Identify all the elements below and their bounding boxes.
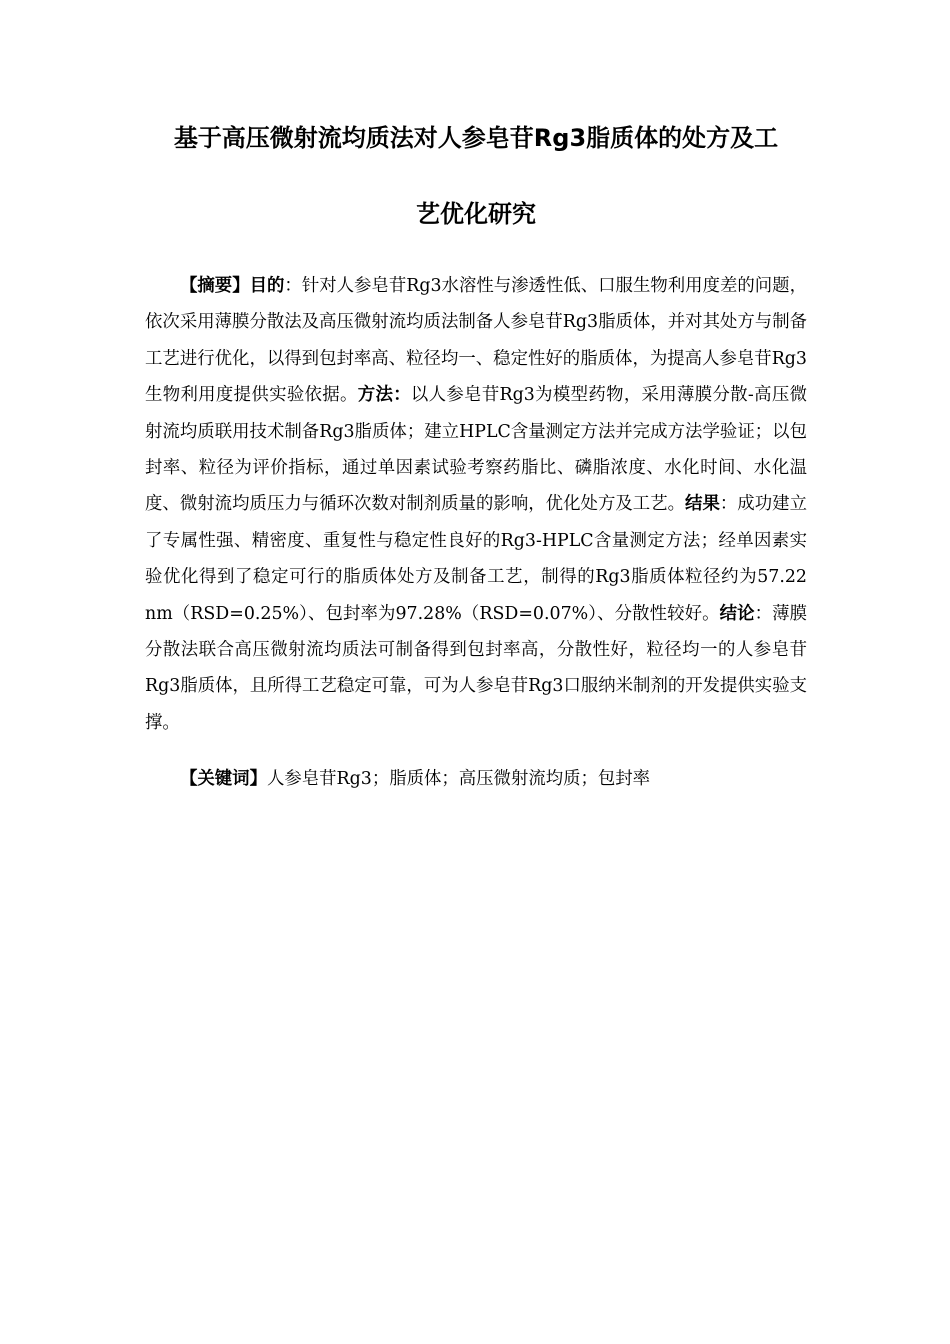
abstract-paragraph bbox=[145, 268, 807, 741]
title-line-2: 艺优化研究 bbox=[416, 200, 536, 228]
results-label: 结果 bbox=[685, 494, 720, 515]
paper-page bbox=[145, 118, 807, 797]
keywords-heading: 【关键词】 bbox=[180, 769, 267, 790]
paper-title bbox=[145, 118, 807, 234]
title-line-1: 基于高压微射流均质法对人参皂苷Rg3脂质体的处方及工 bbox=[173, 124, 779, 152]
keywords-paragraph bbox=[145, 761, 807, 797]
methods-label: 方法： bbox=[357, 385, 411, 406]
objective-label: 目的 bbox=[249, 276, 285, 296]
results-text: ：成功建立了专属性强、精密度、重复性与稳定性良好的Rg3-HPLC含量测定方法；经单因素实验优化得到了稳定可行的脂质体处方及制备工艺，制得的Rg3脂质体粒径约为57.22 nm（RSD=0.25%）、包封率为97.28%（RSD=0.07%）、分散性较好。 bbox=[145, 494, 807, 624]
conclusion-text: ：薄膜分散法联合高压微射流均质法可制备得到包封率高，分散性好，粒径均一的人参皂苷Rg3脂质体，且所得工艺稳定可靠，可为人参皂苷Rg3口服纳米制剂的开发提供实验支撑。 bbox=[145, 603, 807, 733]
objective-text: ：针对人参皂苷Rg3水溶性与渗透性低、口服生物利用度差的问题，依次采用薄膜分散法及高压微射流均质法制备人参皂苷Rg3脂质体，并对其处方与制备工艺进行优化，以得到包封率高、粒径均一、稳定性好的脂质体，为提高人参皂苷Rg3生物利用度提供实验依据。 bbox=[145, 276, 807, 406]
abstract-heading: 【摘要】 bbox=[180, 276, 250, 296]
conclusion-label: 结论 bbox=[719, 603, 755, 624]
keywords-text: 人参皂苷Rg3；脂质体；高压微射流均质；包封率 bbox=[266, 769, 651, 790]
methods-text: 以人参皂苷Rg3为模型药物，采用薄膜分散-高压微射流均质联用技术制备Rg3脂质体；建立HPLC含量测定方法并完成方法学验证；以包封率、粒径为评价指标，通过单因素试验考察药脂比、磷脂浓度、水化时间、水化温度、微射流均质压力与循环次数对制剂质量的影响，优化处方及工艺。 bbox=[145, 385, 807, 515]
